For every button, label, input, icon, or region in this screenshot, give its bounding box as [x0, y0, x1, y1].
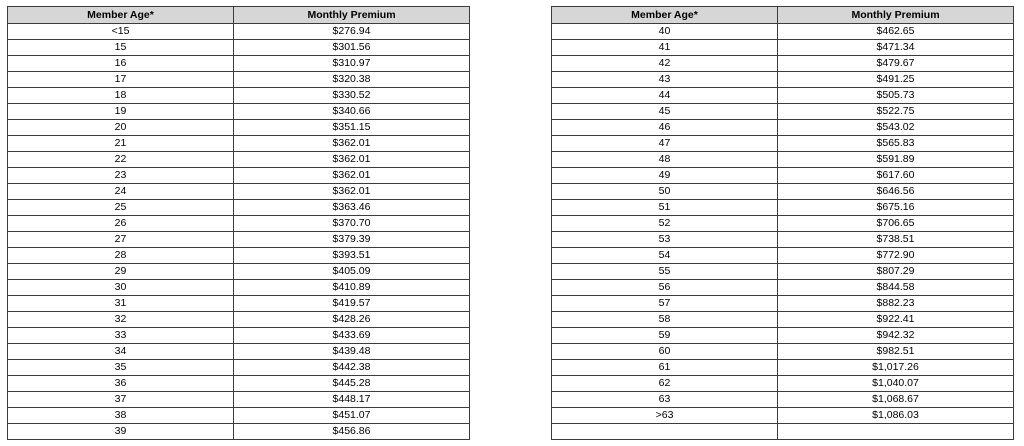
- monthly-premium-cell: $362.01: [234, 152, 470, 168]
- monthly-premium-cell: $419.57: [234, 296, 470, 312]
- table-row: [552, 360, 1014, 376]
- table-header-row: [8, 7, 470, 24]
- monthly-premium-cell: $451.07: [234, 408, 470, 424]
- monthly-premium-cell: $310.97: [234, 56, 470, 72]
- table-row: [8, 72, 470, 88]
- member-age-cell: 60: [552, 344, 778, 360]
- monthly-premium-cell: $982.51: [778, 344, 1014, 360]
- member-age-header: Member Age*: [8, 7, 234, 24]
- table-row: [8, 216, 470, 232]
- member-age-cell: 46: [552, 120, 778, 136]
- table-row: [8, 200, 470, 216]
- monthly-premium-cell: $276.94: [234, 24, 470, 40]
- table-row: [8, 184, 470, 200]
- monthly-premium-header: Monthly Premium: [234, 7, 470, 24]
- monthly-premium-cell: $1,068.67: [778, 392, 1014, 408]
- table-row: [552, 184, 1014, 200]
- member-age-cell: 21: [8, 136, 234, 152]
- monthly-premium-cell: $370.70: [234, 216, 470, 232]
- table-row: [8, 248, 470, 264]
- member-age-cell: 41: [552, 40, 778, 56]
- monthly-premium-cell: $675.16: [778, 200, 1014, 216]
- member-age-cell: 36: [8, 376, 234, 392]
- monthly-premium-cell: $301.56: [234, 40, 470, 56]
- member-age-cell: 37: [8, 392, 234, 408]
- member-age-cell: 19: [8, 104, 234, 120]
- member-age-cell: 15: [8, 40, 234, 56]
- table-row: [8, 376, 470, 392]
- table-row: [8, 360, 470, 376]
- monthly-premium-cell: $565.83: [778, 136, 1014, 152]
- monthly-premium-cell: $591.89: [778, 152, 1014, 168]
- member-age-cell: 45: [552, 104, 778, 120]
- member-age-cell: 22: [8, 152, 234, 168]
- table-row: [8, 344, 470, 360]
- table-row: [8, 232, 470, 248]
- table-row: [552, 280, 1014, 296]
- table-row: [552, 328, 1014, 344]
- table-row: [552, 344, 1014, 360]
- member-age-cell: 34: [8, 344, 234, 360]
- table-row: [8, 392, 470, 408]
- monthly-premium-cell: $844.58: [778, 280, 1014, 296]
- member-age-cell: 50: [552, 184, 778, 200]
- monthly-premium-cell: $362.01: [234, 136, 470, 152]
- member-age-cell: 17: [8, 72, 234, 88]
- monthly-premium-cell: $442.38: [234, 360, 470, 376]
- table-row: [8, 88, 470, 104]
- member-age-cell: 54: [552, 248, 778, 264]
- table-row: [8, 40, 470, 56]
- table-row: [552, 232, 1014, 248]
- table-row: [552, 312, 1014, 328]
- table-row: [552, 424, 1014, 440]
- table-row: [8, 168, 470, 184]
- monthly-premium-cell: $320.38: [234, 72, 470, 88]
- table-body-left: [8, 24, 470, 440]
- member-age-cell: 42: [552, 56, 778, 72]
- monthly-premium-cell: $706.65: [778, 216, 1014, 232]
- member-age-cell: 61: [552, 360, 778, 376]
- member-age-cell: 30: [8, 280, 234, 296]
- member-age-cell: 28: [8, 248, 234, 264]
- table-row: [8, 328, 470, 344]
- monthly-premium-cell: $646.56: [778, 184, 1014, 200]
- table-row: [552, 104, 1014, 120]
- member-age-cell: 44: [552, 88, 778, 104]
- monthly-premium-cell: $405.09: [234, 264, 470, 280]
- member-age-cell: 18: [8, 88, 234, 104]
- monthly-premium-cell: $922.41: [778, 312, 1014, 328]
- table-row: [8, 312, 470, 328]
- member-age-cell: 48: [552, 152, 778, 168]
- monthly-premium-cell: $379.39: [234, 232, 470, 248]
- monthly-premium-cell: $362.01: [234, 184, 470, 200]
- table-row: [552, 376, 1014, 392]
- monthly-premium-cell: $543.02: [778, 120, 1014, 136]
- table-row: [552, 408, 1014, 424]
- member-age-header: Member Age*: [552, 7, 778, 24]
- monthly-premium-header: Monthly Premium: [778, 7, 1014, 24]
- member-age-cell: 25: [8, 200, 234, 216]
- member-age-cell: 24: [8, 184, 234, 200]
- table-row: [552, 72, 1014, 88]
- table-row: [8, 280, 470, 296]
- table-row: [8, 264, 470, 280]
- table-row: [8, 56, 470, 72]
- table-row: [552, 296, 1014, 312]
- monthly-premium-cell: $456.86: [234, 424, 470, 440]
- member-age-cell: <15: [8, 24, 234, 40]
- monthly-premium-cell: $882.23: [778, 296, 1014, 312]
- monthly-premium-cell: $439.48: [234, 344, 470, 360]
- table-body-right: [552, 24, 1014, 440]
- table-header-row: [552, 7, 1014, 24]
- monthly-premium-cell: $330.52: [234, 88, 470, 104]
- table-row: [8, 136, 470, 152]
- monthly-premium-cell: $738.51: [778, 232, 1014, 248]
- member-age-cell: 49: [552, 168, 778, 184]
- table-row: [552, 200, 1014, 216]
- monthly-premium-cell: $428.26: [234, 312, 470, 328]
- table-row: [552, 264, 1014, 280]
- monthly-premium-cell: $445.28: [234, 376, 470, 392]
- table-row: [552, 152, 1014, 168]
- member-age-cell: 23: [8, 168, 234, 184]
- table-row: [8, 296, 470, 312]
- member-age-cell: 43: [552, 72, 778, 88]
- monthly-premium-cell: $617.60: [778, 168, 1014, 184]
- monthly-premium-cell: $491.25: [778, 72, 1014, 88]
- member-age-cell: 53: [552, 232, 778, 248]
- monthly-premium-cell: $433.69: [234, 328, 470, 344]
- table-row: [552, 120, 1014, 136]
- member-age-cell: 47: [552, 136, 778, 152]
- monthly-premium-cell: $351.15: [234, 120, 470, 136]
- table-row: [552, 216, 1014, 232]
- member-age-cell: 39: [8, 424, 234, 440]
- member-age-cell: 63: [552, 392, 778, 408]
- member-age-cell: 20: [8, 120, 234, 136]
- table-row: [552, 168, 1014, 184]
- table-row: [8, 120, 470, 136]
- member-age-cell: 26: [8, 216, 234, 232]
- monthly-premium-cell: $1,086.03: [778, 408, 1014, 424]
- member-age-cell: 27: [8, 232, 234, 248]
- monthly-premium-cell: $1,017.26: [778, 360, 1014, 376]
- table-row: [8, 24, 470, 40]
- member-age-cell: 52: [552, 216, 778, 232]
- member-age-cell: 51: [552, 200, 778, 216]
- member-age-cell: 55: [552, 264, 778, 280]
- table-row: [552, 88, 1014, 104]
- member-age-cell: 40: [552, 24, 778, 40]
- monthly-premium-cell: $1,040.07: [778, 376, 1014, 392]
- monthly-premium-cell: $448.17: [234, 392, 470, 408]
- monthly-premium-cell: $340.66: [234, 104, 470, 120]
- member-age-cell: 31: [8, 296, 234, 312]
- member-age-cell: 57: [552, 296, 778, 312]
- member-age-cell: 33: [8, 328, 234, 344]
- table-row: [552, 248, 1014, 264]
- monthly-premium-cell: $942.32: [778, 328, 1014, 344]
- member-age-cell: 59: [552, 328, 778, 344]
- member-age-cell: 58: [552, 312, 778, 328]
- monthly-premium-cell: $363.46: [234, 200, 470, 216]
- premium-table-left: [7, 6, 470, 440]
- member-age-cell: >63: [552, 408, 778, 424]
- member-age-cell: 38: [8, 408, 234, 424]
- member-age-cell: 56: [552, 280, 778, 296]
- monthly-premium-cell: $807.29: [778, 264, 1014, 280]
- monthly-premium-cell: $522.75: [778, 104, 1014, 120]
- member-age-cell: 35: [8, 360, 234, 376]
- table-row: [552, 392, 1014, 408]
- monthly-premium-cell: $362.01: [234, 168, 470, 184]
- table-row: [552, 40, 1014, 56]
- monthly-premium-cell: $410.89: [234, 280, 470, 296]
- monthly-premium-cell: $772.90: [778, 248, 1014, 264]
- member-age-cell: 16: [8, 56, 234, 72]
- monthly-premium-cell: $393.51: [234, 248, 470, 264]
- table-row: [8, 152, 470, 168]
- monthly-premium-cell: $479.67: [778, 56, 1014, 72]
- monthly-premium-cell: [778, 424, 1014, 440]
- monthly-premium-cell: $462.65: [778, 24, 1014, 40]
- table-row: [8, 408, 470, 424]
- premium-table-right: [551, 6, 1014, 440]
- table-row: [552, 136, 1014, 152]
- member-age-cell: 29: [8, 264, 234, 280]
- member-age-cell: 62: [552, 376, 778, 392]
- table-row: [552, 24, 1014, 40]
- monthly-premium-cell: $505.73: [778, 88, 1014, 104]
- monthly-premium-cell: $471.34: [778, 40, 1014, 56]
- table-row: [8, 424, 470, 440]
- table-row: [8, 104, 470, 120]
- member-age-cell: 32: [8, 312, 234, 328]
- member-age-cell: [552, 424, 778, 440]
- table-row: [552, 56, 1014, 72]
